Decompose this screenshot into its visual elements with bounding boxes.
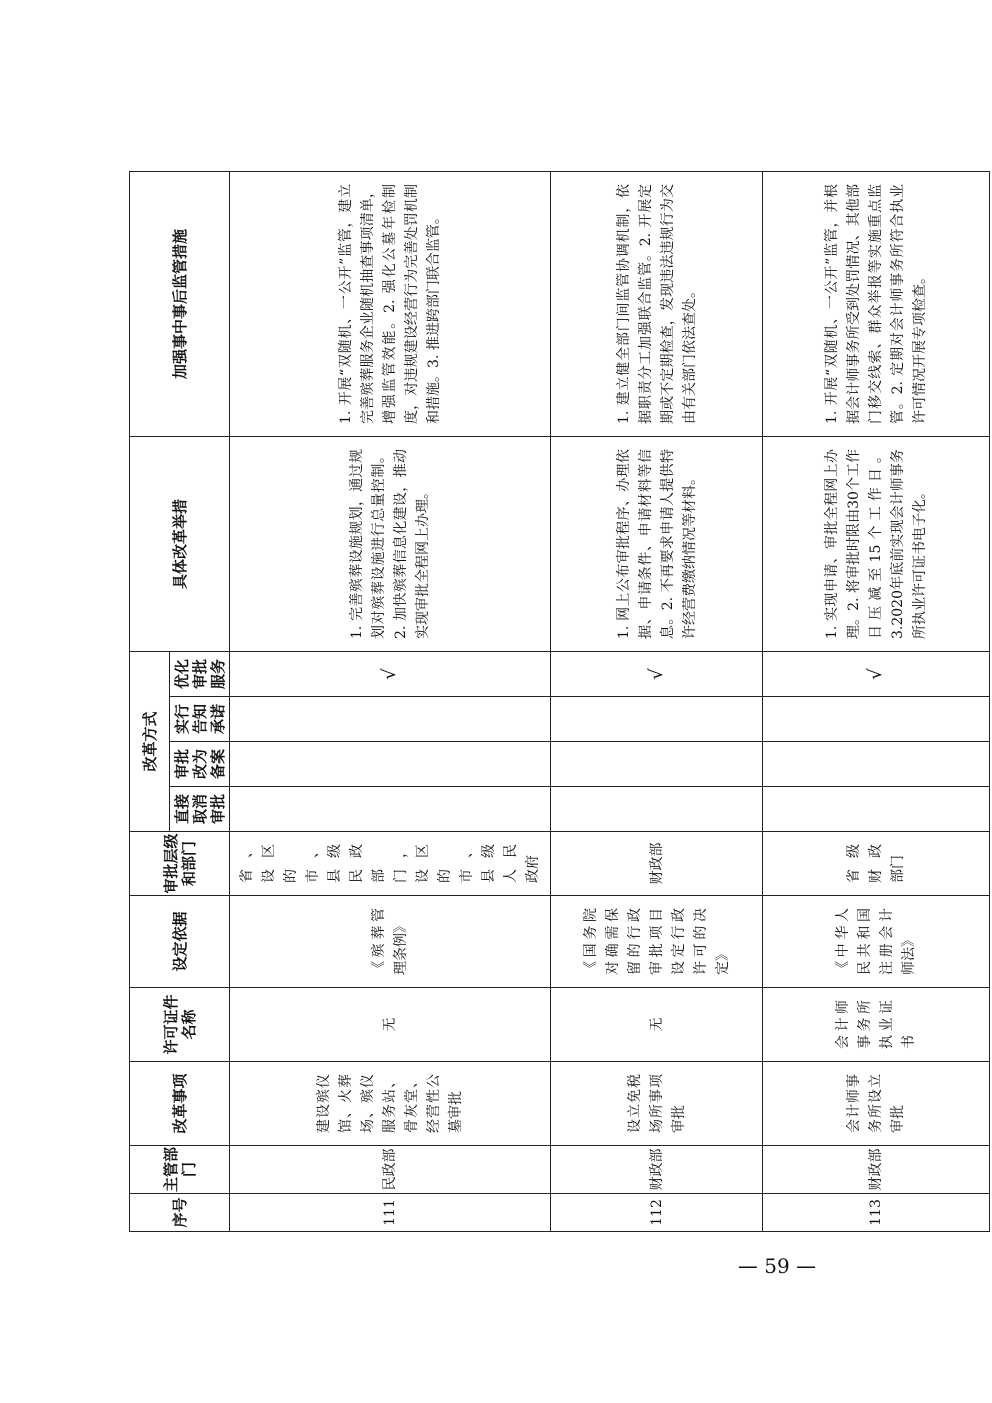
row-mode-cancel bbox=[763, 787, 990, 832]
row-level: 财政部 bbox=[551, 832, 763, 896]
row-basis: 《殡葬管理条例》 bbox=[230, 896, 551, 988]
row-license: 无 bbox=[230, 988, 551, 1062]
header-license: 许可证件名称 bbox=[130, 988, 230, 1062]
table-row bbox=[763, 171, 990, 1231]
header-mode-notify: 实行告知承诺 bbox=[170, 697, 230, 742]
row-mode-optimize: √ bbox=[230, 651, 551, 696]
row-item: 会计师事务所设立审批 bbox=[763, 1062, 990, 1146]
row-supervision: 1. 建立健全部门间监管协调机制，依据职责分工加强联合监管。2. 开展定期或不定期检查，发现违法违规行为交由有关部门依法查处。 bbox=[551, 171, 763, 436]
row-item: 设立免税场所事项审批 bbox=[551, 1062, 763, 1146]
header-mode-filing: 审批改为备案 bbox=[170, 742, 230, 787]
row-mode-optimize: √ bbox=[763, 651, 990, 696]
row-measures: 1. 完善殡葬设施规划，通过规划对殡葬设施进行总量控制。2. 加快殡葬信息化建设，推动实现审批全程网上办理。 bbox=[230, 436, 551, 651]
header-mode: 改革方式 bbox=[130, 651, 170, 831]
row-basis: 《中华人民共和国注册会计师法》 bbox=[763, 896, 990, 988]
row-mode-cancel bbox=[551, 787, 763, 832]
page-number-value: 59 bbox=[764, 1254, 790, 1278]
header-seq: 序号 bbox=[130, 1194, 230, 1232]
row-license: 会计师事务所执业证书 bbox=[763, 988, 990, 1062]
row-measures: 1. 实现申请、审批全程网上办理。2. 将审批时限由30个工作日压减至15个工作日。3.2020年底前实现会计师事务所执业许可证书电子化。 bbox=[763, 436, 990, 651]
row-basis: 《国务院对确需保留的行政审批项目设定行政许可的决定》 bbox=[551, 896, 763, 988]
table-row bbox=[230, 171, 551, 1231]
header-mode-cancel: 直接取消审批 bbox=[170, 787, 230, 832]
row-mode-filing bbox=[551, 742, 763, 787]
row-item: 建设殡仪馆、火葬场、殡仪服务站、骨灰堂、经营性公墓审批 bbox=[230, 1062, 551, 1146]
header-mode-optimize: 优化审批服务 bbox=[170, 651, 230, 696]
row-mode-filing bbox=[230, 742, 551, 787]
header-measures: 具体改革举措 bbox=[130, 436, 230, 651]
header-item: 改革事项 bbox=[130, 1062, 230, 1146]
row-measures: 1. 网上公布审批程序、办理依据、申请条件、申请材料等信息。2. 不再要求申请人提供特许经营费缴纳情况等材料。 bbox=[551, 436, 763, 651]
row-mode-notify bbox=[551, 697, 763, 742]
header-supervision: 加强事中事后监管措施 bbox=[130, 171, 230, 436]
row-mode-cancel bbox=[230, 787, 551, 832]
row-supervision: 1. 开展“双随机、一公开”监管，并根据会计师事务所受到处罚情况、其他部门移交线索、群众举报等实施重点监管。2. 定期对会计师事务所符合执业许可情况开展专项检查。 bbox=[763, 171, 990, 436]
row-level: 省级财政部门 bbox=[763, 832, 990, 896]
row-mode-optimize: √ bbox=[551, 651, 763, 696]
table-row bbox=[551, 171, 763, 1231]
rotated-table-wrapper bbox=[129, 172, 928, 1232]
header-dept: 主管部门 bbox=[130, 1146, 230, 1194]
row-license: 无 bbox=[551, 988, 763, 1062]
row-seq: 111 bbox=[230, 1194, 551, 1232]
row-mode-filing bbox=[763, 742, 990, 787]
row-seq: 112 bbox=[551, 1194, 763, 1232]
row-level: 省、设区的市、县级民政部门，设区的市、县级人民政府 bbox=[230, 832, 551, 896]
row-dept: 财政部 bbox=[763, 1146, 990, 1194]
row-dept: 财政部 bbox=[551, 1146, 763, 1194]
row-seq: 113 bbox=[763, 1194, 990, 1232]
row-supervision: 1. 开展“双随机、一公开”监管，建立完善殡葬服务企业随机抽查事项清单，增强监管效能。2. 强化公墓年检制度，对违规建设经营行为完善处罚机制和措施。3. 推进跨部门联合监管。 bbox=[230, 171, 551, 436]
header-row-1 bbox=[130, 171, 170, 1231]
header-level: 审批层级和部门 bbox=[130, 832, 230, 896]
reform-table bbox=[129, 171, 990, 1232]
page-number: — 59 — bbox=[737, 1254, 817, 1278]
header-basis: 设定依据 bbox=[130, 896, 230, 988]
row-mode-notify bbox=[763, 697, 990, 742]
row-mode-notify bbox=[230, 697, 551, 742]
row-dept: 民政部 bbox=[230, 1146, 551, 1194]
